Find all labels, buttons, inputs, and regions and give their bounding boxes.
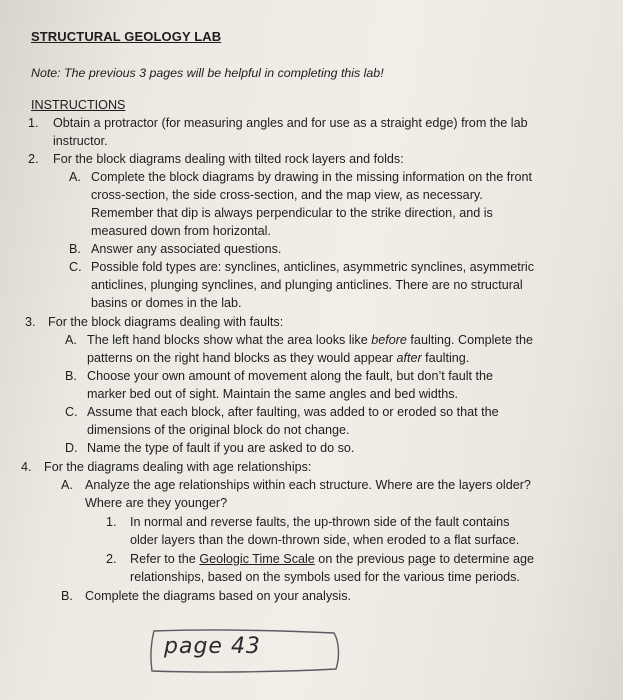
item-3d-label: D. (65, 441, 78, 455)
item-3b-text: marker bed out of sight. Maintain the same angles and bed widths. (87, 387, 459, 401)
item-4-text: For the diagrams dealing with age relationships: (44, 460, 312, 474)
note-text: Note: The previous 3 pages will be helpful in completing this lab! (31, 66, 384, 80)
item-3c-text: Assume that each block, after faulting, was added to or eroded so that the (87, 405, 499, 419)
item-3-number: 3. (25, 315, 36, 329)
item-2c-text: anticlines, plunging synclines, and plunging anticlines. There are no structural (91, 278, 523, 292)
item-2a-text: measured down from horizontal. (91, 224, 271, 238)
item-4a1-number: 1. (106, 515, 117, 529)
item-4a-label: A. (61, 478, 73, 492)
item-3d-text: Name the type of fault if you are asked to do so. (87, 441, 355, 455)
item-1-number: 1. (28, 116, 39, 130)
item-2c-text: basins or domes in the lab. (91, 296, 242, 310)
item-3c-text: dimensions of the original block do not change. (87, 423, 350, 437)
item-2a-label: A. (69, 170, 81, 184)
item-4a2-text: relationships, based on the symbols used for the various time periods. (130, 570, 520, 584)
item-4-number: 4. (21, 460, 32, 474)
item-3a-text: The left hand blocks show what the area looks like before faulting. Complete the (87, 333, 533, 347)
item-2b-text: Answer any associated questions. (91, 242, 282, 256)
item-2c-label: C. (69, 260, 82, 274)
item-3a-label: A. (65, 333, 77, 347)
item-3b-label: B. (65, 369, 77, 383)
item-3-text: For the block diagrams dealing with faults: (48, 315, 284, 329)
item-2-text: For the block diagrams dealing with tilted rock layers and folds: (53, 152, 404, 166)
item-3c-label: C. (65, 405, 78, 419)
item-3b-text: Choose your own amount of movement along the fault, but don’t fault the (87, 369, 494, 383)
page-number-stamp (148, 627, 341, 675)
item-4a-text: Analyze the age relationships within each structure. Where are the layers older? (85, 478, 531, 492)
item-2a-text: cross-section, the side cross-section, and the map view, as necessary. (91, 188, 483, 202)
item-1-text: Obtain a protractor (for measuring angles and for use as a straight edge) from the lab (53, 116, 528, 130)
item-2b-label: B. (69, 242, 81, 256)
item-4b-text: Complete the diagrams based on your analysis. (85, 589, 352, 603)
item-3a-text: patterns on the right hand blocks as they would appear after faulting. (87, 351, 470, 365)
item-1-text: instructor. (53, 134, 108, 148)
geologic-time-scale-link: Geologic Time Scale (199, 552, 315, 566)
instructions-heading: INSTRUCTIONS (31, 98, 126, 112)
handwritten-page-number: page 43 (164, 634, 261, 659)
item-4a2-number: 2. (106, 552, 117, 566)
item-4a1-text: In normal and reverse faults, the up-thrown side of the fault contains (130, 515, 510, 529)
item-4b-label: B. (61, 589, 73, 603)
item-2-number: 2. (28, 152, 39, 166)
item-2a-text: Complete the block diagrams by drawing in the missing information on the front (91, 170, 533, 184)
item-4a-text: Where are they younger? (85, 496, 228, 510)
item-2c-text: Possible fold types are: synclines, anticlines, asymmetric synclines, asymmetric (91, 260, 535, 274)
item-4a2-text: Refer to the Geologic Time Scale on the previous page to determine age (130, 552, 534, 566)
item-4a1-text: older layers than the down-thrown side, when eroded to a flat surface. (130, 533, 520, 547)
item-2a-text: Remember that dip is always perpendicular to the strike direction, and is (91, 206, 493, 220)
lab-title: STRUCTURAL GEOLOGY LAB (31, 29, 222, 44)
